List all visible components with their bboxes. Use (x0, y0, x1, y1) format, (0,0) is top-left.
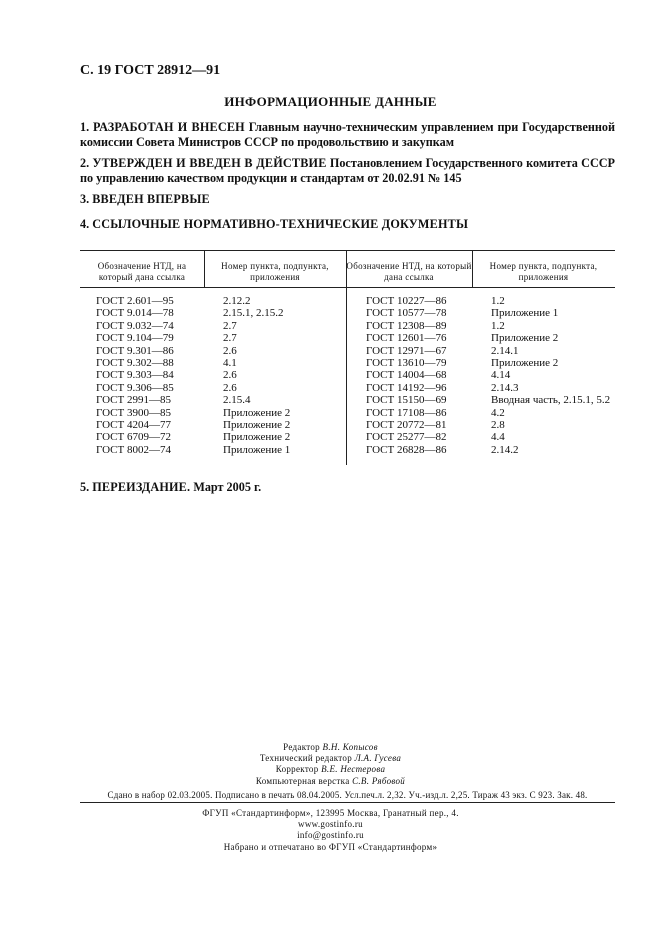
table-row (96, 444, 346, 456)
publisher-info (0, 808, 661, 853)
reference-documents-table (80, 250, 615, 465)
ntd-designation: ГОСТ 15150—69 (366, 394, 447, 407)
table-row (366, 320, 626, 332)
ntd-designation: ГОСТ 26828—86 (366, 443, 447, 456)
info-item-3 (80, 192, 615, 207)
table-row (96, 345, 346, 357)
ntd-designation: ГОСТ 12308—89 (366, 319, 447, 332)
publisher-address: ФГУП «Стандартинформ», 123995 Москва, Гранатный пер., 4. (202, 808, 459, 818)
ntd-designation: ГОСТ 9.104—79 (96, 332, 174, 345)
ntd-designation: ГОСТ 9.302—88 (96, 356, 174, 369)
ntd-designation: ГОСТ 9.306—85 (96, 381, 174, 394)
info-item-5 (80, 480, 615, 495)
clause-number: Приложение 2 (491, 332, 559, 345)
table-row (96, 382, 346, 394)
ntd-designation: ГОСТ 14192—96 (366, 381, 447, 394)
ntd-designation: ГОСТ 3900—85 (96, 406, 171, 419)
ntd-designation: ГОСТ 10577—78 (366, 307, 447, 320)
print-imprint: Сдано в набор 02.03.2005. Подписано в печать 08.04.2005. Усл.печ.л. 2,32. Уч.-изд.л. 2,25. Тираж 43 экз. С 923. Зак. 48. (107, 790, 588, 800)
table-row (366, 419, 626, 431)
clause-number: 4.1 (223, 356, 237, 369)
table-row (366, 369, 626, 381)
credit-proofreader: Корректор В.Е. Нестерова (275, 764, 386, 775)
table-row (366, 295, 626, 307)
ntd-designation: ГОСТ 17108—86 (366, 406, 447, 419)
clause-number: Вводная часть, 2.15.1, 5.2 (491, 394, 611, 407)
credit-tech-editor: Технический редактор Л.А. Гусева (259, 753, 402, 764)
clause-number: 2.6 (223, 381, 237, 394)
item-lead: РАЗРАБОТАН И ВНЕСЕН (92, 120, 245, 134)
table-row (366, 307, 626, 319)
item-number: 1. (80, 120, 90, 134)
table-row (96, 369, 346, 381)
clause-number: 2.6 (223, 344, 237, 357)
item-text: Март 2005 г. (193, 480, 262, 494)
item-number: 3. (80, 192, 90, 206)
item-lead: ССЫЛОЧНЫЕ НОРМАТИВНО-ТЕХНИЧЕСКИЕ ДОКУМЕНТЫ (92, 217, 469, 231)
table-row (96, 394, 346, 406)
table-row (366, 394, 626, 406)
table-row (96, 357, 346, 369)
clause-number: 2.12.2 (223, 295, 251, 307)
credit-editor: Редактор В.Н. Копысов (283, 742, 378, 752)
ntd-designation: ГОСТ 9.014—78 (96, 307, 174, 320)
table-row (366, 382, 626, 394)
item-lead: ПЕРЕИЗДАНИЕ. (92, 480, 191, 494)
table-row (96, 320, 346, 332)
imprint-rule (80, 802, 615, 803)
ntd-designation: ГОСТ 4204—77 (96, 418, 171, 431)
info-item-2 (80, 156, 615, 186)
ntd-designation: ГОСТ 14004—68 (366, 369, 447, 382)
item-number: 2. (80, 156, 90, 170)
table-header-designation: Обозначение НТД, на который дана ссылка (346, 261, 472, 282)
clause-number: 2.14.3 (491, 381, 519, 394)
clause-number: 4.2 (491, 406, 505, 419)
table-top-rule (80, 250, 615, 251)
clause-number: Приложение 2 (223, 406, 291, 419)
table-header-rule (80, 287, 615, 288)
ntd-designation: ГОСТ 2.601—95 (96, 295, 174, 307)
ntd-designation: ГОСТ 9.303—84 (96, 369, 174, 382)
clause-number: 2.14.2 (491, 443, 519, 456)
item-text: Постановлением Государственного комитета СССР по управлению качеством продукции и стандартам от 20.02.91 № 145 (80, 156, 615, 185)
table-row (96, 419, 346, 431)
info-item-1 (80, 120, 615, 150)
item-number: 5. (80, 480, 90, 494)
clause-number: 1.2 (491, 319, 505, 332)
table-row (366, 444, 626, 456)
clause-number: 4.4 (491, 431, 505, 444)
clause-number: 2.7 (223, 332, 237, 345)
publisher-website-link[interactable]: www.gostinfo.ru (298, 819, 363, 830)
publisher-printing-note: Набрано и отпечатано во ФГУП «Стандартинформ» (223, 841, 438, 852)
clause-number: Приложение 2 (223, 431, 291, 444)
clause-number: 2.15.4 (223, 394, 251, 407)
item-lead: ВВЕДЕН ВПЕРВЫЕ (92, 192, 210, 206)
ntd-designation: ГОСТ 6709—72 (96, 431, 171, 444)
clause-number: 2.7 (223, 319, 237, 332)
table-row (366, 357, 626, 369)
table-row (96, 295, 346, 307)
item-text: Главным научно-техническим управлением при Государственной комиссии Совета Министров СССР по продовольствию и закупкам (80, 120, 616, 149)
table-row (96, 307, 346, 319)
ntd-designation: ГОСТ 10227—86 (366, 295, 447, 307)
ntd-designation: ГОСТ 2991—85 (96, 394, 171, 407)
clause-number: Приложение 1 (491, 307, 559, 320)
table-row (96, 431, 346, 443)
item-lead: УТВЕРЖДЕН И ВВЕДЕН В ДЕЙСТВИЕ (92, 156, 327, 170)
clause-number: 2.6 (223, 369, 237, 382)
clause-number: 2.8 (491, 418, 505, 431)
table-row (366, 431, 626, 443)
credit-layout: Компьютерная верстка С.В. Рябовой (255, 775, 406, 786)
ntd-designation: ГОСТ 12971—67 (366, 344, 447, 357)
section-title: ИНФОРМАЦИОННЫЕ ДАННЫЕ (224, 94, 437, 109)
clause-number: 2.15.1, 2.15.2 (223, 307, 284, 320)
ntd-designation: ГОСТ 12601—76 (366, 332, 447, 345)
ntd-designation: ГОСТ 13610—79 (366, 356, 447, 369)
table-row (96, 332, 346, 344)
table-header-clause: Номер пункта, подпункта, приложения (221, 261, 329, 282)
table-row (96, 407, 346, 419)
table-header-designation: Обозначение НТД, на который дана ссылка (97, 261, 187, 282)
ntd-designation: ГОСТ 9.032—74 (96, 319, 174, 332)
publisher-email-link[interactable]: info@gostinfo.ru (297, 830, 364, 841)
table-row (366, 407, 626, 419)
ntd-designation: ГОСТ 9.301—86 (96, 344, 174, 357)
ntd-designation: ГОСТ 20772—81 (366, 418, 447, 431)
table-row (366, 332, 626, 344)
item-number: 4. (80, 217, 90, 231)
clause-number: 2.14.1 (491, 344, 519, 357)
table-left-rows (96, 295, 346, 456)
table-header-clause: Номер пункта, подпункта, приложения (489, 261, 598, 282)
clause-number: Приложение 2 (491, 356, 559, 369)
table-right-rows (366, 295, 626, 456)
clause-number: 4.14 (491, 369, 511, 382)
info-item-4 (80, 217, 615, 232)
clause-number: Приложение 2 (223, 418, 291, 431)
editorial-credits (0, 742, 661, 787)
ntd-designation: ГОСТ 8002—74 (96, 443, 171, 456)
ntd-designation: ГОСТ 25277—82 (366, 431, 447, 444)
table-row (366, 345, 626, 357)
page-header: С. 19 ГОСТ 28912—91 (80, 63, 221, 78)
clause-number: Приложение 1 (223, 443, 291, 456)
clause-number: 1.2 (491, 295, 505, 307)
